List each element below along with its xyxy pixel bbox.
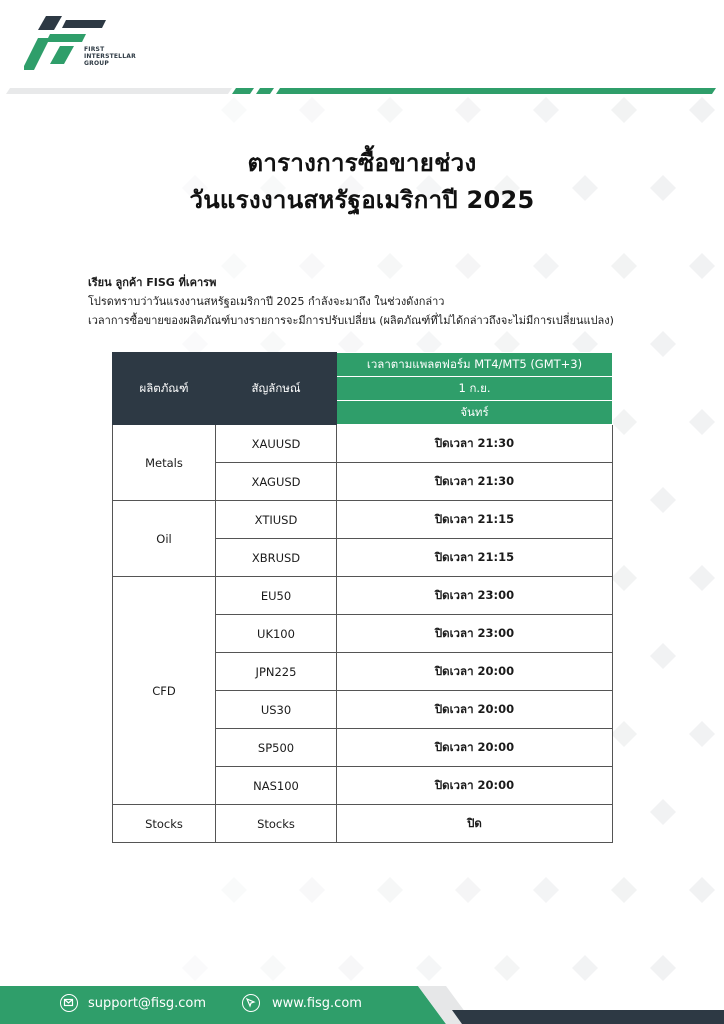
background-diamond (650, 643, 676, 669)
symbol-cell: UK100 (216, 615, 337, 653)
time-cell: ปิดเวลา 21:15 (337, 501, 613, 539)
background-diamond (689, 877, 715, 903)
background-diamond (611, 409, 637, 435)
table-row (113, 425, 613, 463)
symbol-cell: JPN225 (216, 653, 337, 691)
header-symbol: สัญลักษณ์ (216, 353, 337, 425)
product-cell: Oil (113, 501, 216, 577)
background-diamond (689, 721, 715, 747)
footer-email-link[interactable]: support@fisg.com (88, 996, 207, 1011)
background-diamond (455, 877, 481, 903)
background-diamond (650, 331, 676, 357)
symbol-cell: XBRUSD (216, 539, 337, 577)
background-diamond (260, 955, 286, 981)
intro-line-2: เวลาการซื้อขายของผลิตภัณฑ์บางรายการจะมีการปรับเปลี่ยน (ผลิตภัณฑ์ที่ไม่ได้กล่าวถึงจะไม่มีการเปลี่ยนแปลง) (88, 314, 614, 327)
symbol-cell: NAS100 (216, 767, 337, 805)
header-date: 1 ก.ย. (337, 377, 613, 401)
symbol-cell: XAUUSD (216, 425, 337, 463)
table-row (113, 805, 613, 843)
background-diamond (533, 877, 559, 903)
background-diamond (689, 97, 715, 123)
header-platform-time: เวลาตามแพลตฟอร์ม MT4/MT5 (GMT+3) (337, 353, 613, 377)
email-icon (60, 994, 78, 1012)
symbol-cell: US30 (216, 691, 337, 729)
time-cell: ปิดเวลา 23:00 (337, 577, 613, 615)
intro-paragraph (88, 273, 688, 330)
background-diamond (182, 955, 208, 981)
background-diamond (611, 721, 637, 747)
background-diamond (299, 97, 325, 123)
header-stripe-divider (0, 84, 724, 96)
product-cell: Metals (113, 425, 216, 501)
background-diamond (377, 97, 403, 123)
page-title-line1: ตารางการซื้อขายช่วง (247, 149, 477, 177)
background-diamond (572, 955, 598, 981)
time-cell: ปิดเวลา 20:00 (337, 729, 613, 767)
trading-schedule-table (112, 352, 613, 843)
background-diamond (416, 955, 442, 981)
time-cell: ปิดเวลา 21:30 (337, 463, 613, 501)
greeting: เรียน ลูกค้า FISG ที่เคารพ (88, 276, 217, 289)
background-diamond (221, 877, 247, 903)
background-diamond (689, 253, 715, 279)
header-product: ผลิตภัณฑ์ (113, 353, 216, 425)
symbol-cell: XTIUSD (216, 501, 337, 539)
company-logo-text (84, 46, 136, 67)
time-cell: ปิดเวลา 23:00 (337, 615, 613, 653)
background-diamond (611, 97, 637, 123)
time-cell: ปิดเวลา 20:00 (337, 691, 613, 729)
header-day: จันทร์ (337, 401, 613, 425)
background-diamond (611, 877, 637, 903)
table-row (113, 577, 613, 615)
logo-word-group: GROUP (84, 60, 109, 67)
logo-word-first: FIRST (84, 46, 105, 53)
background-diamond (689, 565, 715, 591)
time-cell: ปิดเวลา 20:00 (337, 767, 613, 805)
background-diamond (533, 97, 559, 123)
background-diamond (221, 97, 247, 123)
footer-website-link[interactable]: www.fisg.com (272, 996, 362, 1011)
product-cell: CFD (113, 577, 216, 805)
background-diamond (299, 877, 325, 903)
cursor-icon (242, 994, 260, 1012)
background-diamond (494, 955, 520, 981)
time-cell: ปิดเวลา 20:00 (337, 653, 613, 691)
background-diamond (611, 565, 637, 591)
table-row (113, 501, 613, 539)
background-diamond (377, 877, 403, 903)
logo-word-interstellar: INTERSTELLAR (84, 53, 136, 60)
page-title-line2: วันแรงงานสหรัฐอเมริกาปี 2025 (189, 186, 535, 214)
background-diamond (689, 409, 715, 435)
symbol-cell: Stocks (216, 805, 337, 843)
intro-line-1: โปรดทราบว่าวันแรงงานสหรัฐอเมริกาปี 2025 กำลังจะมาถึง ในช่วงดังกล่าว (88, 295, 445, 308)
symbol-cell: XAGUSD (216, 463, 337, 501)
symbol-cell: SP500 (216, 729, 337, 767)
background-diamond (650, 955, 676, 981)
time-cell: ปิดเวลา 21:15 (337, 539, 613, 577)
background-diamond (650, 799, 676, 825)
background-diamond (338, 955, 364, 981)
symbol-cell: EU50 (216, 577, 337, 615)
time-cell: ปิดเวลา 21:30 (337, 425, 613, 463)
time-cell: ปิด (337, 805, 613, 843)
background-diamond (650, 487, 676, 513)
background-diamond (455, 97, 481, 123)
product-cell: Stocks (113, 805, 216, 843)
